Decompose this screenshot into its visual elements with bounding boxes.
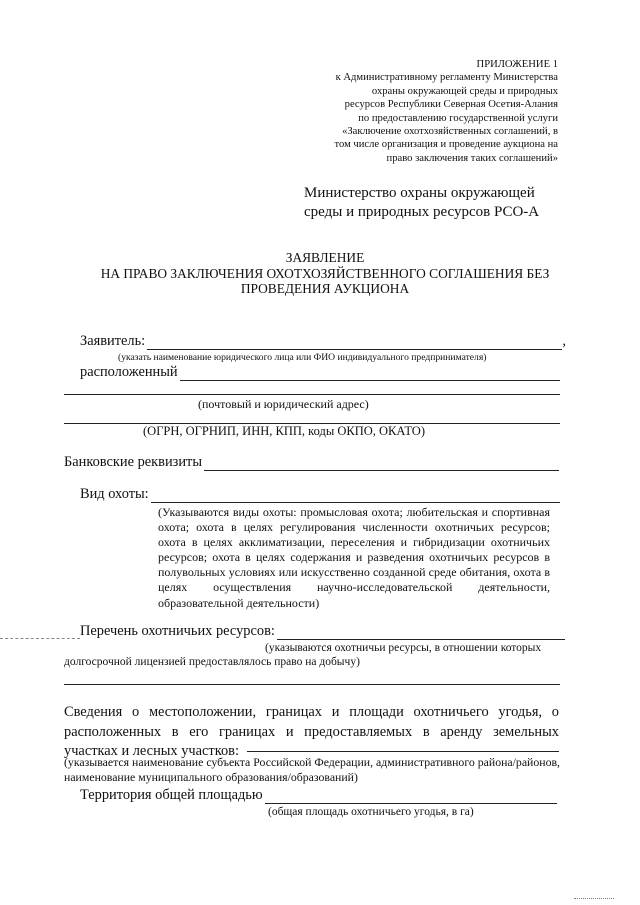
hunt-hint: (Указываются виды охоты: промысловая охота; любительская и спортивная охота; охота в целях регулирования численности охотничьих ресурсов; охота в целях акклиматизации, переселения и гибридизации охотничьих ресурсов; охота в целях содержания и разведения охотничьих ресурсов в полувольных условиях или искусственно созданной среде обитания, охота в целях осуществления научно-исследовательской деятельности, образовательной деятельности) (158, 505, 550, 610)
applicant-label: Заявитель: (80, 333, 146, 349)
appendix-heading: ПРИЛОЖЕНИЕ 1 (476, 59, 558, 70)
resources-field[interactable] (277, 627, 565, 640)
resources-hint: долгосрочной лицензией предоставлялось право на добычу) (64, 656, 360, 668)
resources-extra-field[interactable] (64, 684, 560, 685)
hunt-row (80, 486, 560, 503)
location-text: Сведения о местоположении, границах и площади охотничьего угодья, о расположенных в его границах и предоставляемых в аренду земельных участках и лесных участков: (64, 704, 559, 759)
appendix-line: к Административному регламенту Министерства (335, 72, 558, 84)
appendix-line: ресурсов Республики Северная Осетия-Алания (344, 99, 558, 111)
located-row (80, 364, 560, 381)
applicant-hint: (указать наименование юридического лица или ФИО индивидуального предпринимателя) (118, 352, 487, 363)
document-title (100, 250, 550, 297)
ids-hint: (ОГРН, ОГРНИП, ИНН, КПП, коды ОКПО, ОКАТО) (143, 424, 425, 438)
located-field[interactable] (180, 368, 560, 381)
appendix-line: право заключения таких соглашений» (386, 152, 558, 164)
area-field[interactable] (265, 791, 557, 804)
bank-row (64, 454, 559, 471)
appendix-line: том числе организация и проведение аукциона на (334, 139, 558, 151)
location-hint: (указывается наименование субъекта Российской Федерации, административного района/районов, наименование муниципального образования/образований) (64, 755, 560, 785)
address-hint: (почтовый и юридический адрес) (198, 397, 369, 411)
resources-hint: (указываются охотничьи ресурсы, в отношении которых (265, 642, 542, 654)
hunt-label: Вид охоты: (80, 486, 149, 502)
title-line: ПРОВЕДЕНИЯ АУКЦИОНА (240, 281, 410, 296)
located-label: расположенный (80, 364, 178, 380)
appendix-line: по предоставлению государственной услуги (358, 112, 558, 124)
applicant-field[interactable] (147, 337, 562, 350)
resources-label: Перечень охотничьих ресурсов: (80, 623, 275, 639)
resources-row (80, 623, 565, 640)
scan-mark (574, 898, 614, 899)
area-label: Территория общей площадью (80, 787, 263, 803)
addressee-block (304, 184, 539, 222)
area-hint: (общая площадь охотничьего угодья, в га) (268, 806, 474, 818)
title-line: ЗАЯВЛЕНИЕ (285, 250, 365, 265)
bank-label: Банковские реквизиты (64, 454, 202, 470)
addressee-line: среды и природных ресурсов РСО-А (304, 204, 540, 220)
hunt-field[interactable] (151, 490, 560, 503)
area-row (80, 787, 557, 804)
appendix-block (290, 58, 558, 165)
appendix-line: охраны окружающей среды и природных (371, 85, 558, 97)
applicant-row (80, 333, 566, 350)
location-field[interactable] (247, 751, 559, 752)
bank-field[interactable] (204, 458, 559, 471)
addressee-line: Министерство охраны окружающей (304, 185, 535, 201)
edge-mark (0, 638, 80, 639)
applicant-comma: , (562, 333, 566, 349)
appendix-line: «Заключение охотхозяйственных соглашений, в (342, 126, 558, 138)
address-field[interactable] (64, 394, 560, 395)
title-line: НА ПРАВО ЗАКЛЮЧЕНИЯ ОХОТХОЗЯЙСТВЕННОГО СОГЛАШЕНИЯ БЕЗ (100, 265, 550, 281)
